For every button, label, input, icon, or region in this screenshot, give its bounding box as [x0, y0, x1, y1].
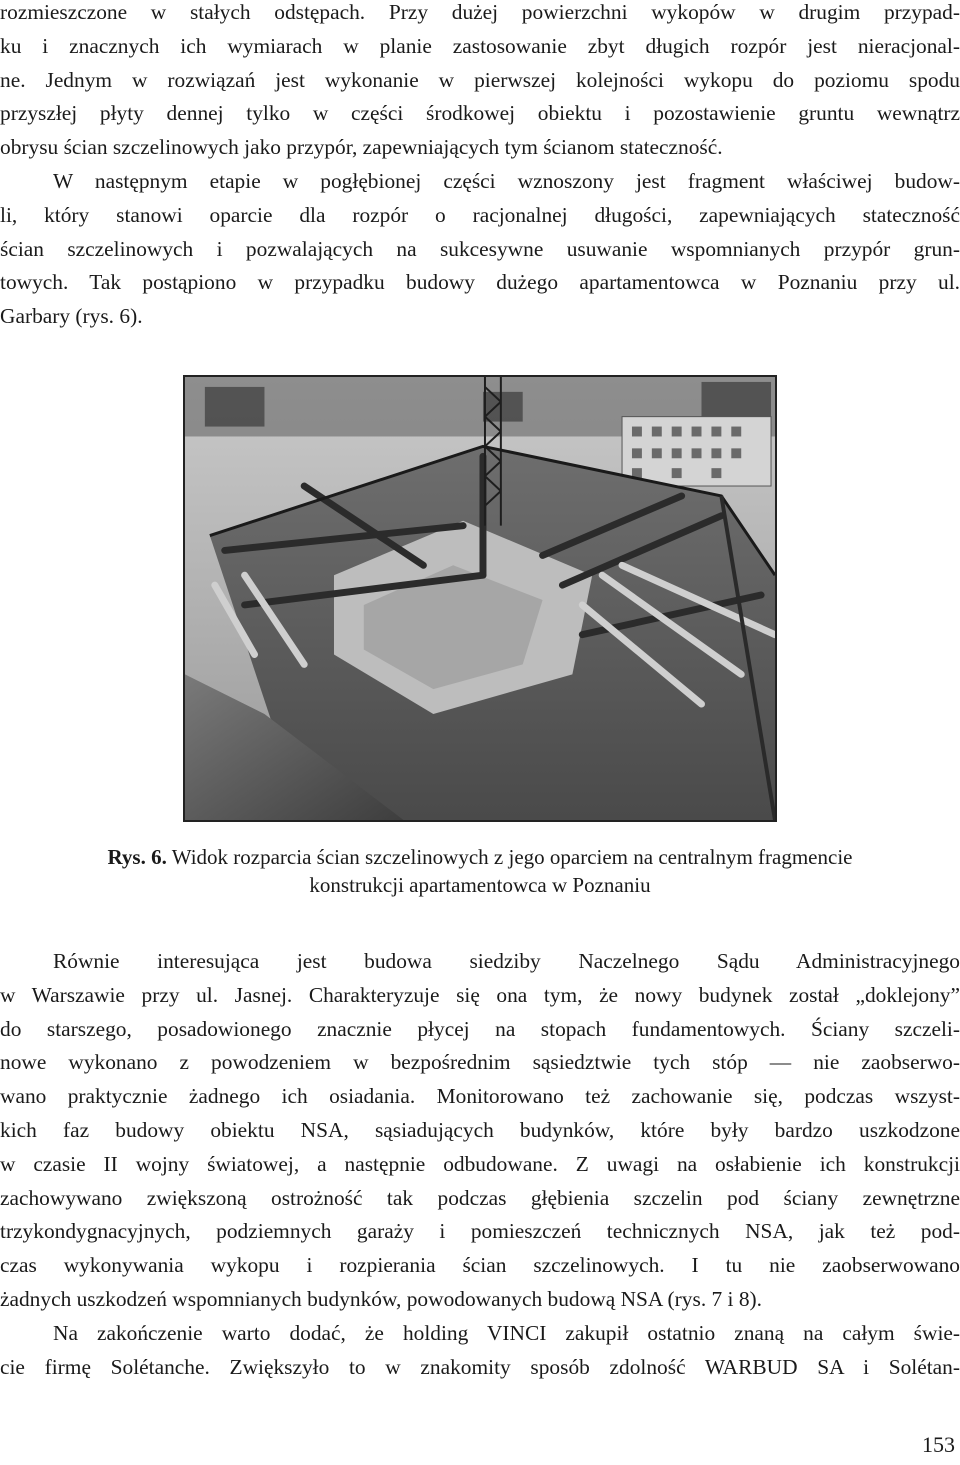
figure-caption [0, 843, 960, 899]
caption-text-line-1: Widok rozparcia ścian szczelinowych z jego oparciem na centralnym fragmencie [171, 845, 853, 869]
text-line: nowe wykonano z powodzeniem w bezpośrednim sąsiedztwie tych stóp — nie zaobserwo- [0, 1050, 960, 1075]
text-line: ku i znacznych ich wymiarach w planie zastosowanie zbyt długich rozpór jest nieracjonal- [0, 33, 960, 58]
text-line: zachowywano zwiększoną ostrożność tak podczas głębienia szczelin pod ściany zewnętrzne [0, 1185, 960, 1210]
text-line: w czasie II wojny światowej, a następnie odbudowane. Z uwagi na osłabienie ich konstrukcji [0, 1151, 960, 1176]
text-line: Garbary (rys. 6). [0, 304, 143, 329]
page-number: 153 [922, 1432, 955, 1457]
text-line: ne. Jednym w rozwiązań jest wykonanie w pierwszej kolejności wykopu do poziomu spodu [0, 67, 960, 92]
paragraph [0, 165, 960, 334]
text-line: wano praktycznie żadnego ich osiadania. Monitorowano też zachowanie się, podczas wszyst- [0, 1084, 960, 1109]
caption-text-line-2: konstrukcji apartamentowca w Poznaniu [309, 873, 651, 897]
caption-line [0, 843, 960, 871]
paragraph [0, 0, 960, 165]
text-line: kich faz budowy obiektu NSA, sąsiadujących budynków, które były bardzo uszkodzone [0, 1117, 960, 1142]
figure-label: Rys. 6. [107, 845, 167, 869]
paragraph [0, 1317, 960, 1385]
text-line: czas wykonywania wykopu i rozpierania ścian szczelinowych. I tu nie zaobserwowano [0, 1253, 960, 1278]
figure-photo-excavation [183, 375, 777, 822]
text-line: do starszego, posadowionego znacznie płycej na stopach fundamentowych. Ściany szczeli- [0, 1016, 960, 1041]
paragraph [0, 945, 960, 1317]
body-text-bottom [0, 945, 960, 1384]
text-line: trzykondygnacyjnych, podziemnych garaży i pomieszczeń technicznych NSA, jak też pod- [0, 1219, 960, 1244]
text-line: cie firmę Solétanche. Zwiększyło to w znakomity sposób zdolność WARBUD SA i Solétan- [0, 1354, 960, 1379]
text-line: li, który stanowi oparcie dla rozpór o racjonalnej długości, zapewniających stateczność [0, 202, 960, 227]
text-line: ścian szczelinowych i pozwalających na sukcesywne usuwanie wspomnianych przypór grun- [0, 236, 960, 261]
text-line: Równie interesująca jest budowa siedziby Naczelnego Sądu Administracyjnego [53, 949, 960, 973]
text-line: przyszłej płyty dennej tylko w części środkowej obiektu i pozostawienie gruntu wewnątrz [0, 101, 960, 126]
text-line: obrysu ścian szczelinowych jako przypór, zapewniających tym ścianom stateczność. [0, 135, 723, 160]
text-line: w Warszawie przy ul. Jasnej. Charakteryzuje się ona tym, że nowy budynek został „doklejony” [0, 982, 960, 1007]
body-text-top [0, 0, 960, 334]
text-line: towych. Tak postąpiono w przypadku budowy dużego apartamentowca w Poznaniu przy ul. [0, 270, 960, 295]
excavation-photo [185, 377, 775, 820]
text-line: rozmieszczone w stałych odstępach. Przy dużej powierzchni wykopów w drugim przypad- [0, 0, 960, 24]
text-line: żadnych uszkodzeń wspomnianych budynków, powodowanych budową NSA (rys. 7 i 8). [0, 1286, 763, 1311]
text-line: W następnym etapie w pogłębionej części wznoszony jest fragment właściwej budow- [53, 168, 960, 193]
text-line: Na zakończenie warto dodać, że holding VINCI zakupił ostatnio znaną na całym świe- [53, 1320, 960, 1345]
